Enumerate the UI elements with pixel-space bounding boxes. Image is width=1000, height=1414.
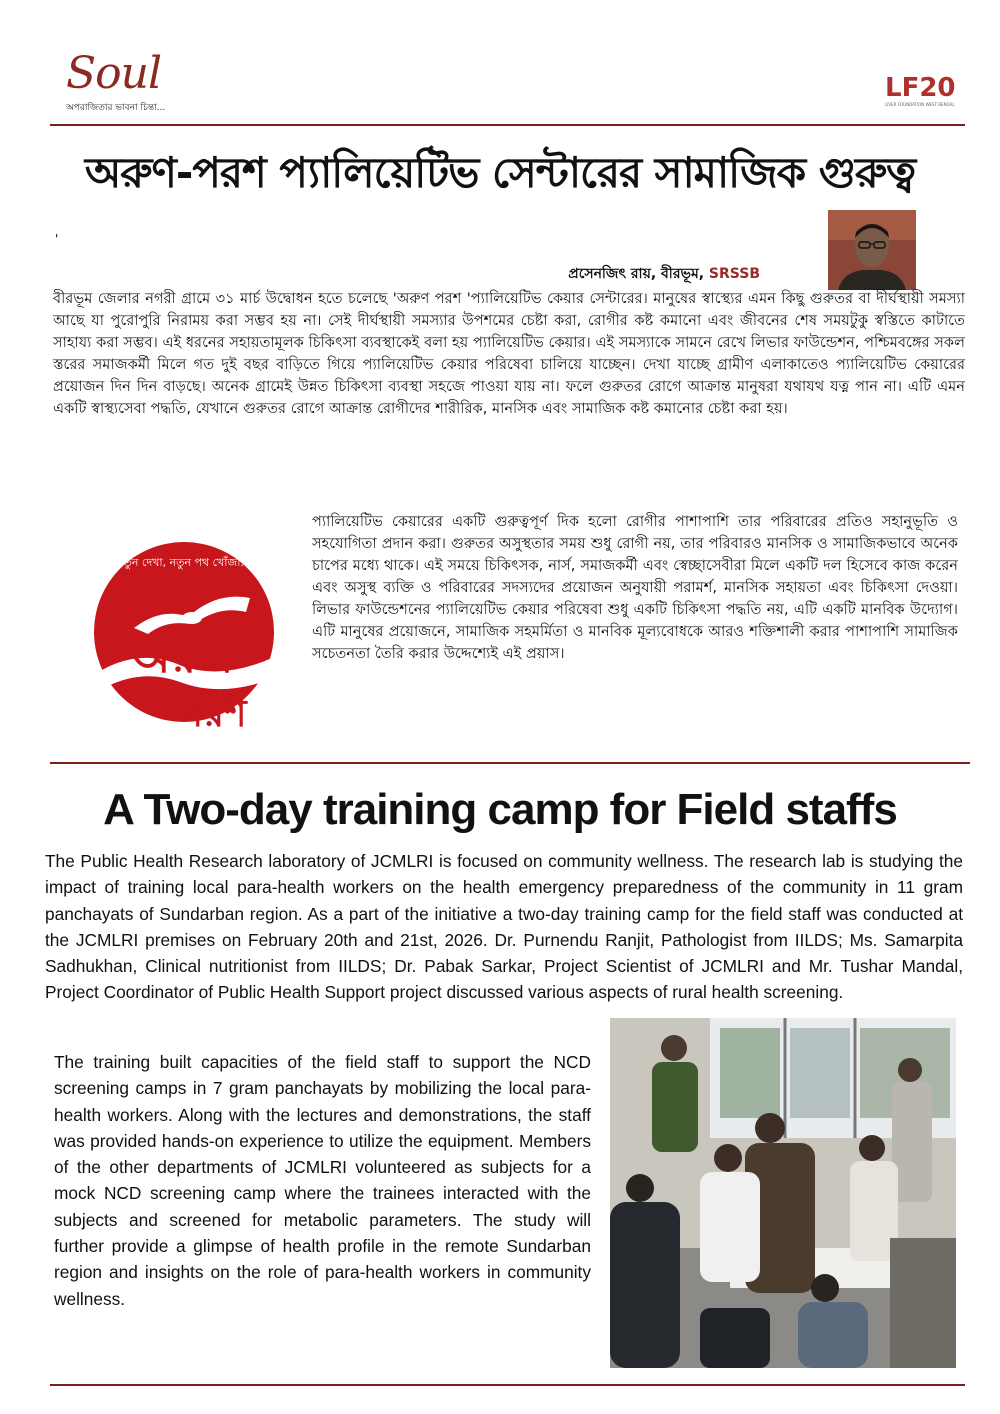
footer-divider bbox=[50, 1384, 965, 1386]
byline-author: প্রসেনজিৎ রায়, বীরভূম, bbox=[568, 266, 709, 282]
lf20-logo-subtext: LIVER FOUNDATION WEST BENGAL bbox=[885, 102, 955, 107]
bengali-article-title: অরুণ-পরশ প্যালিয়েটিভ সেন্টারের সামাজিক গুরুত্ব bbox=[84, 148, 916, 197]
english-paragraph-2: The training built capacities of the field staff to support the NCD screening camps in 7 gram panchayats by mobilizing the local para-health workers. Along with the lectures and demonstrations, the staff was provided hands-on experience to utilize the equipment. Members of the other departments of JCMLRI volunteered as subjects for a mock NCD screening camp where the trainees interacted with the subjects and screened for metabolic parameters. The study will further provide a glimpse of health profile in the remote Sundarban region and insights on the role of para-health workers in community wellness. bbox=[54, 1052, 591, 1309]
lf20-logo-mark: LF20 bbox=[885, 73, 956, 103]
soul-logo-text: Soul bbox=[66, 48, 162, 99]
emblem-name-bottom: পরশ bbox=[177, 690, 247, 735]
english-article-title: A Two-day training camp for Field staffs bbox=[103, 785, 897, 834]
soul-logo bbox=[66, 50, 176, 120]
byline-org: SRSSB bbox=[708, 266, 760, 282]
soul-logo-tagline: অপরাজিতার ভাবনা চিন্তা... bbox=[66, 103, 166, 113]
training-camp-photo bbox=[610, 1018, 956, 1368]
bengali-paragraph-1: বীরভূম জেলার নগরী গ্রামে ৩১ মার্চ উদ্বোধন হতে চলেছে 'অরুণ পরশ 'প্যালিয়েটিভ কেয়ার সেন্টারের। মানুষের স্বাস্থ্যের এমন কিছু গুরুতর বা দীর্ঘস্থায়ী সমস্যা আছে যা পুরোপুরি নিরাময় করা সম্ভব হয় না। সেই দীর্ঘস্থায়ী সমস্যার উপশমের চেষ্টা করা, রোগীর কষ্ট কমানো এবং জীবনের শেষ সময়টুকু স্বস্তিতে কাটাতে সাহায্য করা সম্ভব। এই ধরনের সহায়তামূলক চিকিৎসা ব্যবস্থাকেই বলা হয় প্যালিয়েটিভ কেয়ার। এই সমস্যাকে সামনে রেখে লিভার ফাউন্ডেশন, পশ্চিমবঙ্গের সকল স্তরের সমাজকর্মী মিলে গত দুই বছর বাড়িতে গিয়ে প্যালিয়েটিভ কেয়ার পরিষেবা চালিয়ে যাচ্ছেন। দেখা যাচ্ছে গ্রামীণ এলাকাতেও প্যালিয়েটিভ কেয়ারের প্রয়োজন দিন দিন বাড়ছে। অনেক গ্রামেই উন্নত চিকিৎসা ব্যবস্থা সহজে পাওয়া যায় না। ফলে গুরুতর রোগে আক্রান্ত মানুষরা যথাযথ যত্ন পান না। এটি এমন একটি স্বাস্থ্যসেবা পদ্ধতি, যেখানে গুরুতর রোগে আক্রান্ত রোগীদের শারীরিক, মানসিক এবং সামাজিক কষ্ট কমানোর চেষ্টা করা হয়। bbox=[53, 290, 965, 417]
emblem-arc-text: নতুন দেখা, নতুন পথ খোঁজা... bbox=[117, 556, 251, 569]
section-divider bbox=[50, 762, 970, 764]
english-paragraph-1: The Public Health Research laboratory of JCMLRI is focused on community wellness. The research lab is studying the impact of training local para-health workers on the health emergency preparedness of the community in 11 gram panchayats of Sundarban region. As a part of the initiative a two-day training camp for the field staff was conducted at the JCMLRI premises on February 20th and 21st, 2026. Dr. Purnendu Ranjit, Pathologist from IILDS; Ms. Samarpita Sadhukhan, Clinical nutritionist from IILDS; Dr. Pabak Sarkar, Project Scientist of JCMLRI and Mr. Tushar Mandal, Project Coordinator of Public Health Support project discussed various aspects of rural health screening. bbox=[45, 851, 963, 1003]
bengali-paragraph-2: প্যালিয়েটিভ কেয়ারের একটি গুরুত্বপূর্ণ দিক হলো রোগীর পাশাপাশি তার পরিবারের প্রতিও সহানুভূতি ও সহযোগিতা প্রদান করা। গুরুতর অসুস্থতার সময় শুধু রোগী নয়, তার পরিবারও মানসিক ও সামাজিকভাবে অনেক চাপের মধ্যে থাকে। এই সময়ে চিকিৎসক, নার্স, সমাজকর্মী এবং স্বেচ্ছাসেবীরা মিলে একটি দল হিসেবে কাজ করেন এবং অসুস্থ ব্যক্তি ও পরিবারের সদস্যদের প্রয়োজন অনুযায়ী পরামর্শ, মানসিক সহায়তা এবং চিকিৎসা দেওয়া। লিভার ফাউন্ডেশনের প্যালিয়েটিভ কেয়ার পরিষেবা শুধু একটি চিকিৎসা পদ্ধতি নয়, এটি একটি মানবিক উদ্যোগ। এটি মানুষের প্রয়োজনে, সামাজিক সহমর্মিতা ও মানবিক মূল্যবোধকে আরও শক্তিশালী করার পাশাপাশি সামাজিক সচেতনতা তৈরি করার উদ্দেশ্যেই এই প্রয়াস। bbox=[312, 513, 958, 662]
emblem-name-top: অরুণ bbox=[130, 629, 234, 683]
byline bbox=[520, 262, 760, 286]
arun-paras-emblem bbox=[62, 520, 284, 740]
stray-mark: ' bbox=[55, 232, 59, 246]
header-divider bbox=[50, 124, 965, 126]
lf20-logo bbox=[885, 74, 955, 120]
author-photo bbox=[828, 210, 916, 290]
